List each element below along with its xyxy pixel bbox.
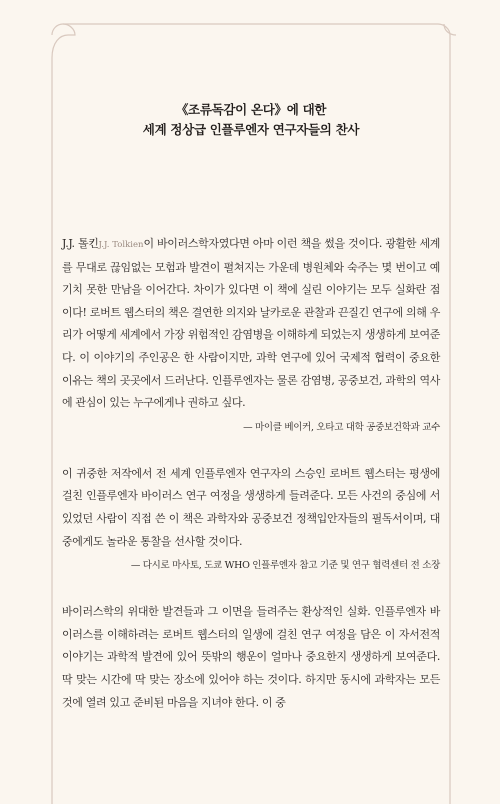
blurb-body: 이 귀중한 저작에서 전 세계 인플루엔자 연구자의 스승인 로버트 웹스터는 평생에 걸친 인플루엔자 바이러스 연구 여정을 생생하게 들려준다. 모든 사건의 중심에 서 있었던 사람이 직접 쓴 이 책은 과학자와 공중보건 정책입안자들의 필독서이며, 대중에게도 놀라운 통찰을 선사할 것이다. [62, 466, 440, 548]
heading-line-2: 세계 정상급 인플루엔자 연구자들의 찬사 [142, 122, 360, 137]
praise-page [62, 100, 440, 714]
heading-line-1: 《조류독감이 온다》에 대한 [175, 102, 327, 117]
blurb-attribution: — 다시로 마사토, 도쿄 WHO 인플루엔자 참고 기준 및 연구 협력센터 전 소장 [130, 560, 440, 572]
blurb-body: 이 바이러스학자였다면 아마 이런 책을 썼을 것이다. 광활한 세계를 무대로 끊임없는 모험과 발견이 펼쳐지는 가운데 병원체와 숙주는 몇 번이고 예기치 못한 만남을 이어간다. 차이가 있다면 이 책에 실린 이야기는 모두 실화란 점이다! 로버트 웹스터의 책은 결연한 의지와 날카로운 관찰과 끈질긴 연구에 의해 우리가 어떻게 세계에서 가장 위험적인 감염병을 이해하게 되었는지 생생하게 보여준다. 이 이야기의 주인공은 한 사람이지만, 과학 연구에 있어 국제적 협력이 중요한 이유는 책의 곳곳에서 드러난다. 인플루엔자는 물론 감염병, 공중보건, 과학의 역사에 관심이 있는 누구에게나 권하고 싶다. [62, 237, 440, 410]
blurb-text [62, 463, 440, 553]
blurb-2 [62, 463, 440, 571]
page-heading [62, 100, 440, 140]
blurb-body: 바이러스학의 위대한 발견들과 그 이면을 들려주는 환상적인 실화. 인플루엔자 바이러스를 이해하려는 로버트 웹스터의 일생에 걸친 연구 여정을 담은 이 자서전적 이야기는 과학적 발견에 있어 뜻밖의 행운이 얼마나 중요한지 생생하게 보여준다. 딱 맞는 시간에 딱 맞는 장소에 있어야 하는 것이다. 하지만 동시에 과학자는 모든 것에 열려 있고 준비된 마음을 지녀야 한다. 이 중 [62, 605, 440, 709]
blurb-lead: J.J. 톨킨 [62, 237, 99, 250]
blurb-lead-annotation: J.J. Tolkien [98, 240, 144, 250]
blurb-text [62, 233, 440, 415]
blurb-1 [62, 233, 440, 433]
blurb-text [62, 601, 440, 714]
blurb-3 [62, 601, 440, 714]
blurb-attribution: — 마이클 베이커, 오타고 대학 공중보건학과 교수 [243, 421, 440, 433]
